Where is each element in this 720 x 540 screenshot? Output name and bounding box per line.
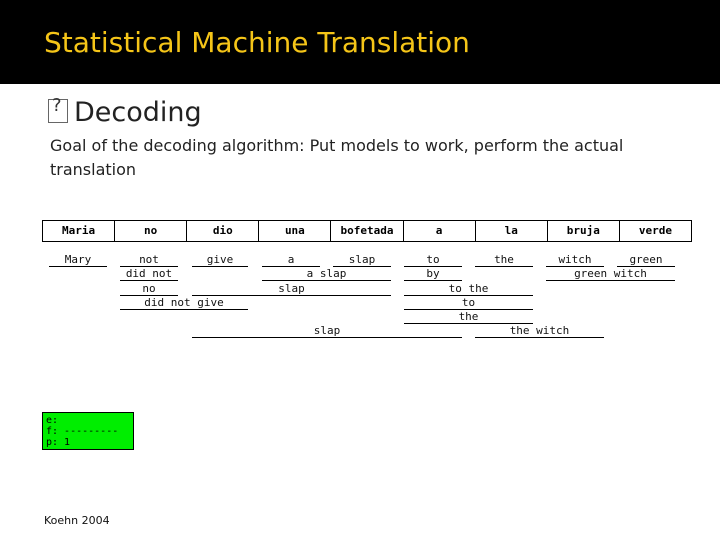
translation-option: no — [120, 283, 178, 296]
missing-glyph-icon — [48, 99, 68, 123]
source-word: no — [115, 221, 187, 241]
source-word: bofetada — [331, 221, 403, 241]
translation-option: slap — [192, 283, 391, 296]
translation-option: to — [404, 254, 462, 267]
translation-option: give — [192, 254, 248, 267]
source-sentence — [42, 220, 692, 242]
translation-option: a slap — [262, 268, 391, 281]
source-word: la — [476, 221, 548, 241]
title-bar — [0, 0, 720, 84]
source-word: bruja — [548, 221, 620, 241]
translation-option: slap — [192, 325, 462, 338]
translation-option: did not — [120, 268, 178, 281]
hypothesis-f: f: --------- — [46, 426, 119, 437]
translation-option: witch — [546, 254, 604, 267]
translation-option: did not give — [120, 297, 248, 310]
goal-text: Goal of the decoding algorithm: Put models to work, perform the actual translation — [50, 136, 624, 179]
citation: Koehn 2004 — [44, 514, 110, 527]
translation-option: to — [404, 297, 533, 310]
slide-title: Statistical Machine Translation — [44, 26, 470, 59]
source-word: Maria — [43, 221, 115, 241]
translation-option: not — [120, 254, 178, 267]
source-word: verde — [638, 224, 672, 237]
source-word: una — [259, 221, 331, 241]
initial-hypothesis — [42, 412, 134, 450]
source-word: dio — [187, 221, 259, 241]
translation-option: the — [475, 254, 533, 267]
translation-option: green — [617, 254, 675, 267]
translation-option: green witch — [546, 268, 675, 281]
bullet-text: Decoding — [74, 97, 202, 128]
translation-option: to the — [404, 283, 533, 296]
source-word: a — [404, 221, 476, 241]
hypothesis-e: e: — [46, 415, 59, 426]
bullet-decoding — [48, 97, 202, 128]
translation-option: slap — [333, 254, 391, 267]
translation-option: Mary — [49, 254, 107, 267]
translation-option: the witch — [475, 325, 604, 338]
hypothesis-p: p: 1 — [46, 437, 71, 448]
translation-option: a — [262, 254, 320, 267]
translation-option: the — [404, 311, 533, 324]
translation-option: by — [404, 268, 462, 281]
